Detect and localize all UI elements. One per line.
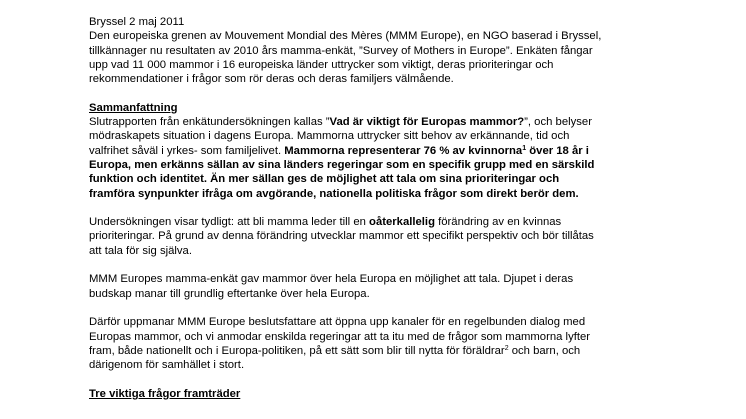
summary-line xyxy=(89,158,737,172)
body-line: MMM Europes mamma-enkät gav mammor över hela Europa en möjlighet att tala. Djupet i deras xyxy=(89,273,574,286)
summary-section xyxy=(89,101,737,201)
body-line: prioriteringar. På grund av denna förändring utvecklar mammor ett specifikt perspektiv och bör tillåtas xyxy=(89,230,594,243)
intro-paragraph xyxy=(89,15,737,86)
body-line: Europas mammor, och vi anmodar enskilda regeringar att ta itu med de frågor som mammorna lyfter xyxy=(89,330,591,343)
summary-line xyxy=(89,115,737,129)
intro-line: Den europeiska grenen av Mouvement Mondial des Mères (MMM Europe), en NGO baserad i Bryssel, xyxy=(89,30,602,43)
text-run: över 18 år i xyxy=(526,144,589,157)
bold-run: framföra synpunkter ifråga om avgörande, nationella politiska frågor som direkt berör dem. xyxy=(89,187,579,200)
text-run: fram, både nationellt och i Europa-politiken, på ett sätt som blir till nytta för föräldrar xyxy=(89,344,505,357)
body-line: därigenom för samhället i stort. xyxy=(89,359,245,372)
body-line: att tala för sig själva. xyxy=(89,244,192,257)
summary-line xyxy=(89,144,737,158)
bold-run: funktion och identitet. Än mer sällan ges de möjlighet att tala om sina prioriteringar och xyxy=(89,173,560,186)
summary-line: mödraskapets situation i dagens Europa. Mammorna uttrycker sitt behov av erkännande, tid och xyxy=(89,130,570,143)
section-2-heading: Tre viktiga frågor framträder xyxy=(89,387,241,400)
section-2 xyxy=(89,387,737,401)
bold-run xyxy=(284,145,589,157)
dateline: Bryssel 2 maj 2011 xyxy=(89,16,185,28)
body-line: Därför uppmanar MMM Europe beslutsfattare att öppna upp kanaler för en regelbunden dialog med xyxy=(89,316,586,329)
text-run: förändring av en kvinnas xyxy=(434,216,562,229)
text-run: valfrihet såväl i yrkes- som familjelivet. xyxy=(89,144,285,157)
text-run: Mammorna representerar 76 % av kvinnorna xyxy=(284,144,523,157)
summary-heading: Sammanfattning xyxy=(89,101,178,114)
summary-line xyxy=(89,172,737,186)
paragraph-2 xyxy=(89,215,737,258)
text-run: ”, och belyser xyxy=(524,116,592,129)
body-line xyxy=(89,215,737,229)
summary-line xyxy=(89,187,737,201)
bold-run: oåterkallelig xyxy=(369,216,435,229)
text-run: och barn, och xyxy=(508,344,581,357)
text-run: Slutrapporten från enkätundersökningen kallas ” xyxy=(89,116,330,129)
text-run: Undersökningen visar tydligt: att bli mamma leder till en xyxy=(89,216,370,229)
footnote-ref-1[interactable]: 1 xyxy=(522,144,527,152)
body-line: budskap manar till grundlig eftertanke över hela Europa. xyxy=(89,287,370,300)
body-line xyxy=(89,344,737,358)
document-page xyxy=(89,15,737,415)
intro-line: upp vad 11 000 mammor i 16 europeiska länder uttrycker som viktigt, deras prioriteringar och xyxy=(89,58,554,71)
paragraph-3 xyxy=(89,272,737,301)
footnote-ref-2[interactable]: 2 xyxy=(504,344,509,352)
bold-run: Europa, men erkänns sällan av sina länders regeringar som en specifik grupp med en särskild xyxy=(89,158,595,171)
report-title: Vad är viktigt för Europas mammor? xyxy=(329,116,525,129)
paragraph-4 xyxy=(89,315,737,372)
intro-line: tillkännager nu resultaten av 2010 års mamma-enkät, ”Survey of Mothers in Europe”. Enkäten fångar xyxy=(89,44,593,57)
intro-line: rekommendationer i frågor som rör deras och deras familjers välmående. xyxy=(89,73,454,86)
